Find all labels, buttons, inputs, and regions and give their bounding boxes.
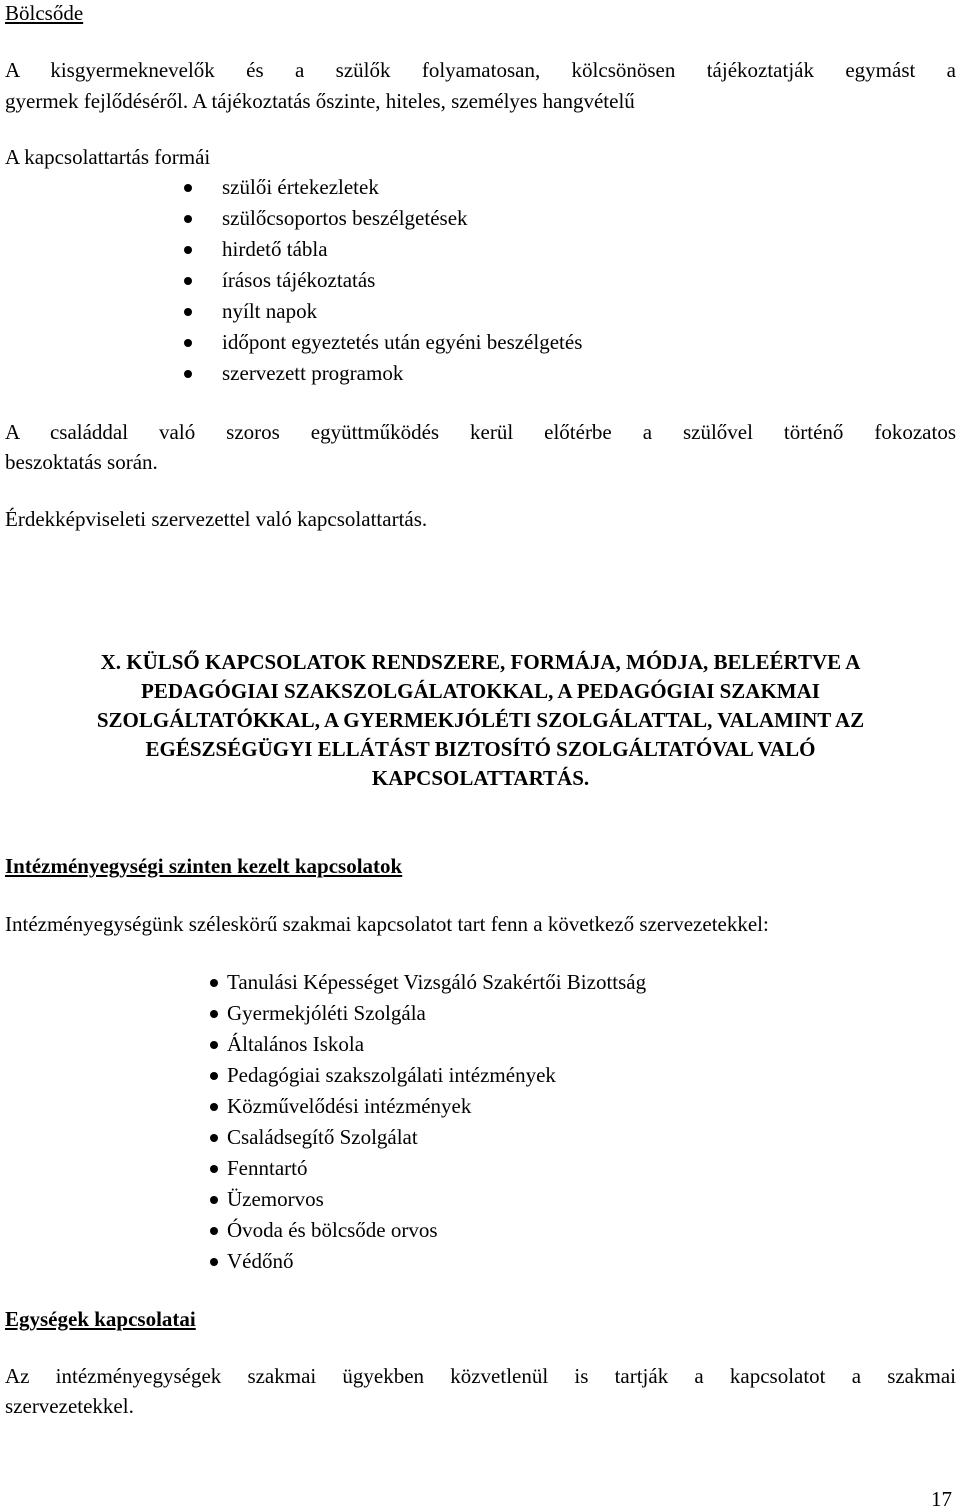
chapter-heading-line-1: X. KÜLSŐ KAPCSOLATOK RENDSZERE, FORMÁJA, MÓDJA, BELEÉRTVE A xyxy=(100,650,861,674)
advocacy-paragraph: Érdekképviseleti szervezettel való kapcsolattartás. xyxy=(5,507,428,531)
units-subtitle: Egységek kapcsolatai xyxy=(5,1307,196,1331)
section-title: Bölcsőde xyxy=(5,1,84,25)
bullet-icon xyxy=(210,1134,218,1142)
chapter-heading-line-2: PEDAGÓGIAI SZAKSZOLGÁLATOKKAL, A PEDAGÓGIAI SZAKMAI xyxy=(141,679,820,703)
units-paragraph-line-2: szervezetekkel. xyxy=(5,1394,134,1418)
bullet-icon xyxy=(184,184,192,192)
bullet-icon xyxy=(184,370,192,378)
bullet-icon xyxy=(184,215,192,223)
bullet-icon xyxy=(184,246,192,254)
intro-paragraph-line-1: A kisgyermeknevelők és a szülők folyamatosan, kölcsönösen tájékoztatják egymást a xyxy=(5,58,956,82)
page-number: 17 xyxy=(931,1487,952,1511)
bullet-icon xyxy=(210,1196,218,1204)
chapter-heading-line-5: KAPCSOLATTARTÁS. xyxy=(371,766,590,790)
bullet-icon xyxy=(184,277,192,285)
chapter-heading-line-3: SZOLGÁLTATÓKKAL, A GYERMEKJÓLÉTI SZOLGÁLATTAL, VALAMINT AZ xyxy=(96,708,865,732)
cooperation-paragraph-line-1: A családdal való szoros együttműködés kerül előtérbe a szülővel történő fokozatos xyxy=(5,420,956,444)
institution-subtitle: Intézményegységi szinten kezelt kapcsolatok xyxy=(5,854,403,878)
cooperation-paragraph-line-2: beszoktatás során. xyxy=(5,450,158,474)
bullet-icon xyxy=(184,308,192,316)
institution-intro: Intézményegységünk széleskörű szakmai kapcsolatot tart fenn a következő szervezetekkel: xyxy=(5,912,769,936)
intro-paragraph-line-2: gyermek fejlődéséről. A tájékoztatás őszinte, hiteles, személyes hangvételű xyxy=(5,89,635,113)
bullet-icon xyxy=(210,1041,218,1049)
bullet-icon xyxy=(210,1227,218,1235)
bullet-icon xyxy=(210,979,218,987)
contact-forms-title: A kapcsolattartás formái xyxy=(5,145,211,169)
chapter-heading-line-4: EGÉSZSÉGÜGYI ELLÁTÁST BIZTOSÍTÓ SZOLGÁLTATÓVAL VALÓ xyxy=(145,737,816,761)
bullet-icon xyxy=(210,1258,218,1266)
bullet-icon xyxy=(210,1010,218,1018)
bullet-icon xyxy=(210,1103,218,1111)
bullet-icon xyxy=(184,339,192,347)
bullet-icon xyxy=(210,1165,218,1173)
units-paragraph-line-1: Az intézményegységek szakmai ügyekben közvetlenül is tartják a kapcsolatot a szakmai xyxy=(5,1364,956,1388)
bullet-icon xyxy=(210,1072,218,1080)
